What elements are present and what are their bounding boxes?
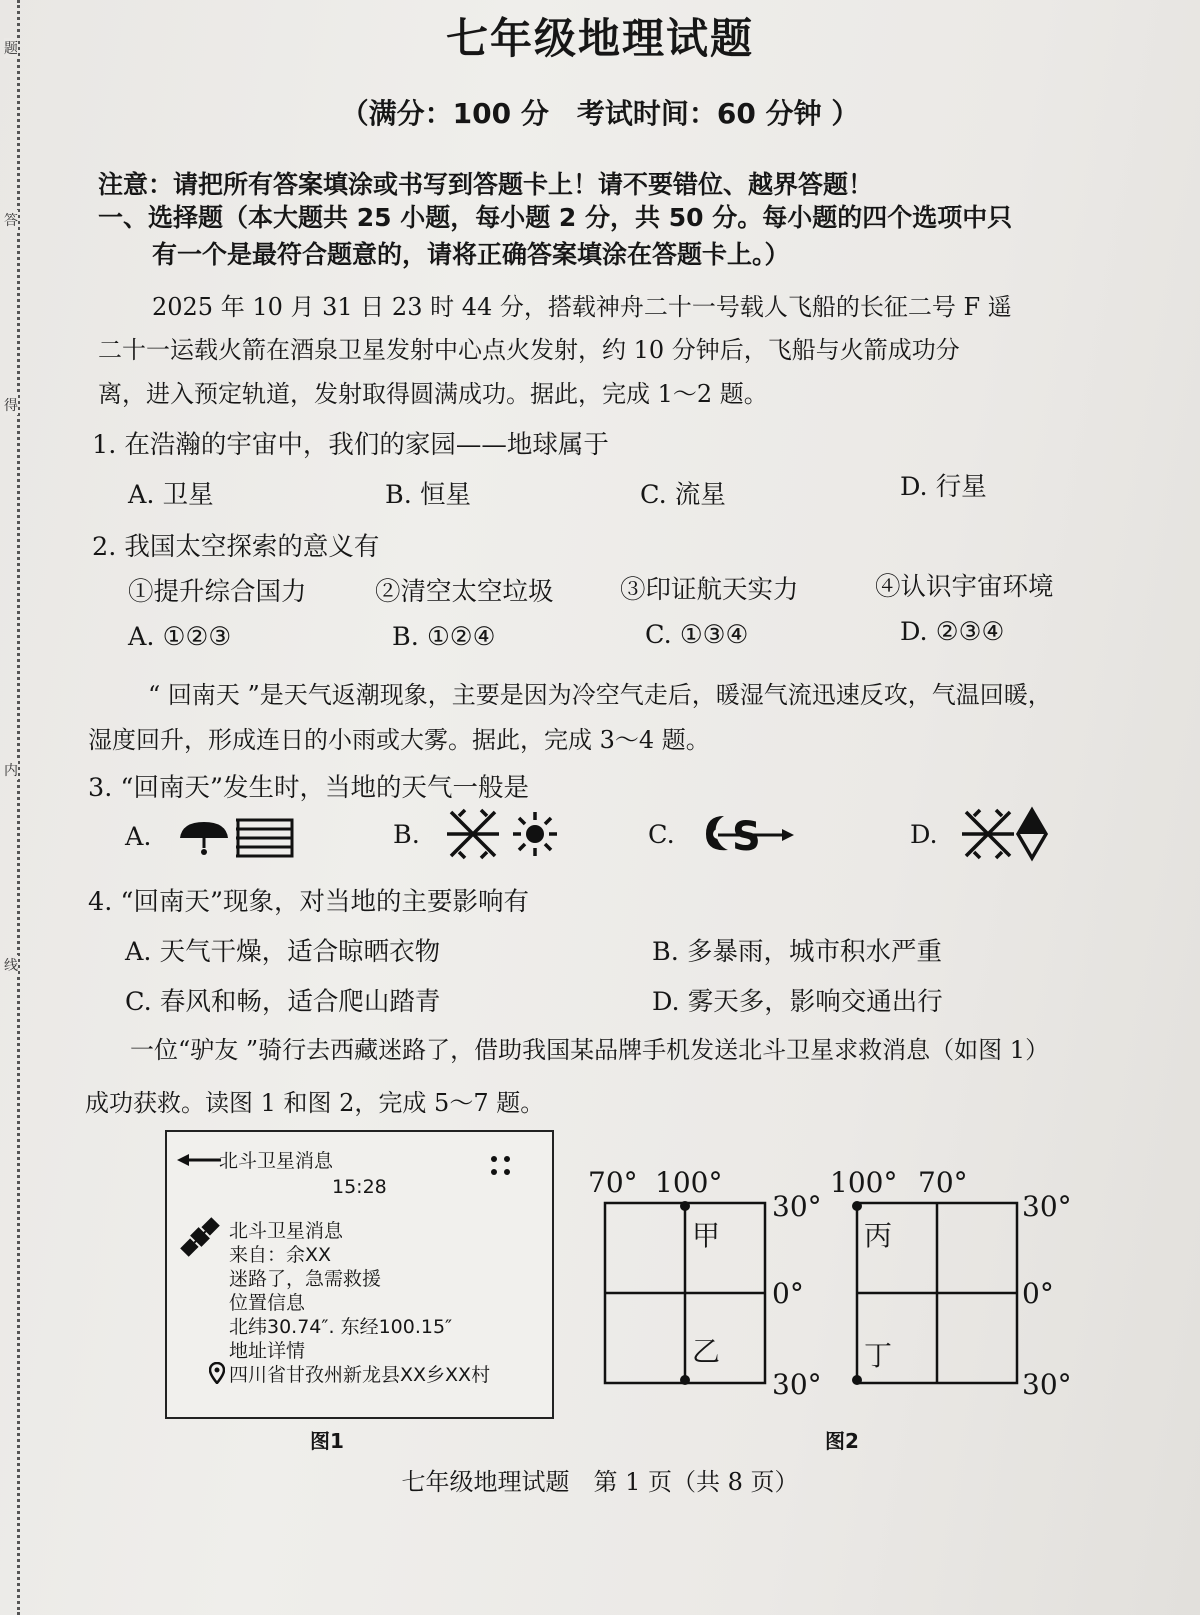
question-1-option-a: A. 卫星 — [128, 480, 214, 510]
snow-icon — [447, 810, 499, 858]
passage-2-line-2: 湿度回升，形成连日的小雨或大雾。据此，完成 3～4 题。 — [88, 726, 710, 754]
message-line: 地址详情 — [229, 1340, 306, 1362]
longitude-label: 100° — [655, 1166, 723, 1199]
question-4-stem: 4. “回南天”现象，对当地的主要影响有 — [88, 887, 530, 917]
figure-2-caption: 图2 — [825, 1429, 859, 1453]
passage-1-line-2: 二十一运载火箭在酒泉卫星发射中心点火发射，约 10 分钟后，飞船与火箭成功分 — [98, 336, 960, 364]
question-2-item-1: ①提升综合国力 — [128, 577, 307, 607]
message-coordinates: 北纬30.74″. 东经100.15″ — [229, 1316, 453, 1338]
wind-icon — [718, 814, 794, 858]
passage-1-line-3: 离，进入预定轨道，发射取得圆满成功。据此，完成 1～2 题。 — [98, 380, 768, 408]
question-2-option-d: D. ②③④ — [900, 617, 1005, 647]
message-line: 迷路了，急需救援 — [229, 1268, 382, 1290]
question-1-option-b: B. 恒星 — [385, 480, 471, 510]
question-2-option-c: C. ①③④ — [645, 620, 749, 650]
passage-2-line-1: “ 回南天 ”是天气返潮现象，主要是因为冷空气走后，暖湿气流迅速反攻，气温回暖， — [148, 681, 1052, 709]
message-header: 北斗卫星消息 — [219, 1150, 334, 1172]
sandstorm-icon — [1018, 810, 1046, 858]
binding-char: 线 — [4, 955, 18, 975]
question-4-option-a: A. 天气干燥，适合晾晒衣物 — [125, 937, 441, 967]
latitude-label: 0° — [1022, 1277, 1054, 1310]
passage-1-line-1: 2025 年 10 月 31 日 23 时 44 分，搭载神舟二十一号载人飞船的长征二号 F 遥 — [152, 293, 1012, 321]
question-2-item-3: ③印证航天实力 — [620, 575, 799, 605]
binding-dotted-line — [17, 0, 20, 1615]
passage-3-line-1: 一位“驴友 ”骑行去西藏迷路了，借助我国某品牌手机发送北斗卫星求救消息（如图 1） — [130, 1036, 1050, 1064]
message-line: 来自：余XX — [229, 1244, 332, 1266]
question-2-option-a: A. ①②③ — [128, 622, 232, 652]
back-arrow-icon — [177, 1152, 221, 1168]
latitude-label: 30° — [772, 1190, 822, 1223]
location-pin-icon — [209, 1362, 225, 1384]
question-3-option-b: B. — [393, 820, 420, 850]
point-ding: 丁 — [864, 1339, 893, 1372]
binding-char: 得 — [4, 395, 18, 415]
question-2-option-b: B. ①②④ — [392, 622, 496, 652]
typhoon-wind-symbol — [698, 810, 798, 858]
snow-icon — [962, 810, 1014, 858]
latitude-label: 30° — [1022, 1368, 1072, 1401]
question-2-item-2: ②清空太空垃圾 — [375, 577, 554, 607]
exam-subtitle: （满分：100 分 考试时间：60 分钟 ） — [340, 97, 860, 130]
question-1-option-d: D. 行星 — [900, 472, 987, 502]
message-line: 位置信息 — [229, 1292, 306, 1314]
rain-fog-symbol — [178, 812, 298, 860]
question-1-option-c: C. 流星 — [640, 480, 726, 510]
page-footer: 七年级地理试题 第 1 页（共 8 页） — [401, 1468, 799, 1496]
snow-sun-symbol — [445, 806, 565, 862]
figure-2-grid-left — [600, 1198, 770, 1388]
rain-icon — [180, 822, 228, 855]
point-jia: 甲 — [692, 1219, 721, 1252]
message-line: 北斗卫星消息 — [229, 1220, 344, 1242]
figure-1-caption: 图1 — [310, 1429, 344, 1453]
sun-icon — [513, 812, 557, 856]
snow-sandstorm-symbol — [960, 806, 1060, 862]
section-heading-cont: 有一个是最符合题意的，请将正确答案填涂在答题卡上。） — [152, 240, 790, 269]
notice: 注意：请把所有答案填涂或书写到答题卡上！请不要错位、越界答题！ — [98, 170, 874, 199]
question-3-stem: 3. “回南天”发生时，当地的天气一般是 — [88, 773, 530, 803]
binding-char: 答 — [4, 210, 18, 230]
point-yi: 乙 — [692, 1335, 721, 1368]
question-4-option-c: C. 春风和畅，适合爬山踏青 — [125, 987, 441, 1017]
typhoon-icon — [706, 816, 728, 850]
longitude-label: 100° — [830, 1166, 898, 1199]
point-bing: 丙 — [864, 1219, 893, 1252]
question-1-stem: 1. 在浩瀚的宇宙中，我们的家园——地球属于 — [92, 430, 609, 460]
exam-title: 七年级地理试题 — [445, 14, 754, 63]
latitude-label: 0° — [772, 1277, 804, 1310]
fog-icon — [236, 820, 292, 856]
question-2-item-4: ④认识宇宙环境 — [875, 572, 1054, 602]
figure-1-phone-message — [165, 1130, 554, 1419]
question-2-stem: 2. 我国太空探索的意义有 — [92, 532, 380, 562]
binding-char: 内 — [4, 760, 18, 780]
question-3-option-a: A. — [125, 822, 152, 852]
svg-text:S: S — [732, 814, 761, 858]
message-time: 15:28 — [332, 1176, 387, 1198]
longitude-label: 70° — [588, 1166, 638, 1199]
section-heading: 一、选择题（本大题共 25 小题，每小题 2 分，共 50 分。每小题的四个选项中只 — [98, 203, 1013, 232]
passage-3-line-2: 成功获救。读图 1 和图 2，完成 5～7 题。 — [85, 1089, 545, 1117]
question-4-option-b: B. 多暴雨，城市积水严重 — [652, 937, 942, 967]
binding-char: 题 — [4, 38, 18, 58]
more-options-icon — [489, 1154, 513, 1178]
question-4-option-d: D. 雾天多，影响交通出行 — [652, 987, 943, 1017]
satellite-icon — [177, 1214, 223, 1260]
question-3-option-c: C. — [648, 820, 675, 850]
latitude-label: 30° — [772, 1368, 822, 1401]
message-address: 四川省甘孜州新龙县XX乡XX村 — [229, 1364, 491, 1386]
latitude-label: 30° — [1022, 1190, 1072, 1223]
question-3-option-d: D. — [910, 820, 938, 850]
longitude-label: 70° — [918, 1166, 968, 1199]
